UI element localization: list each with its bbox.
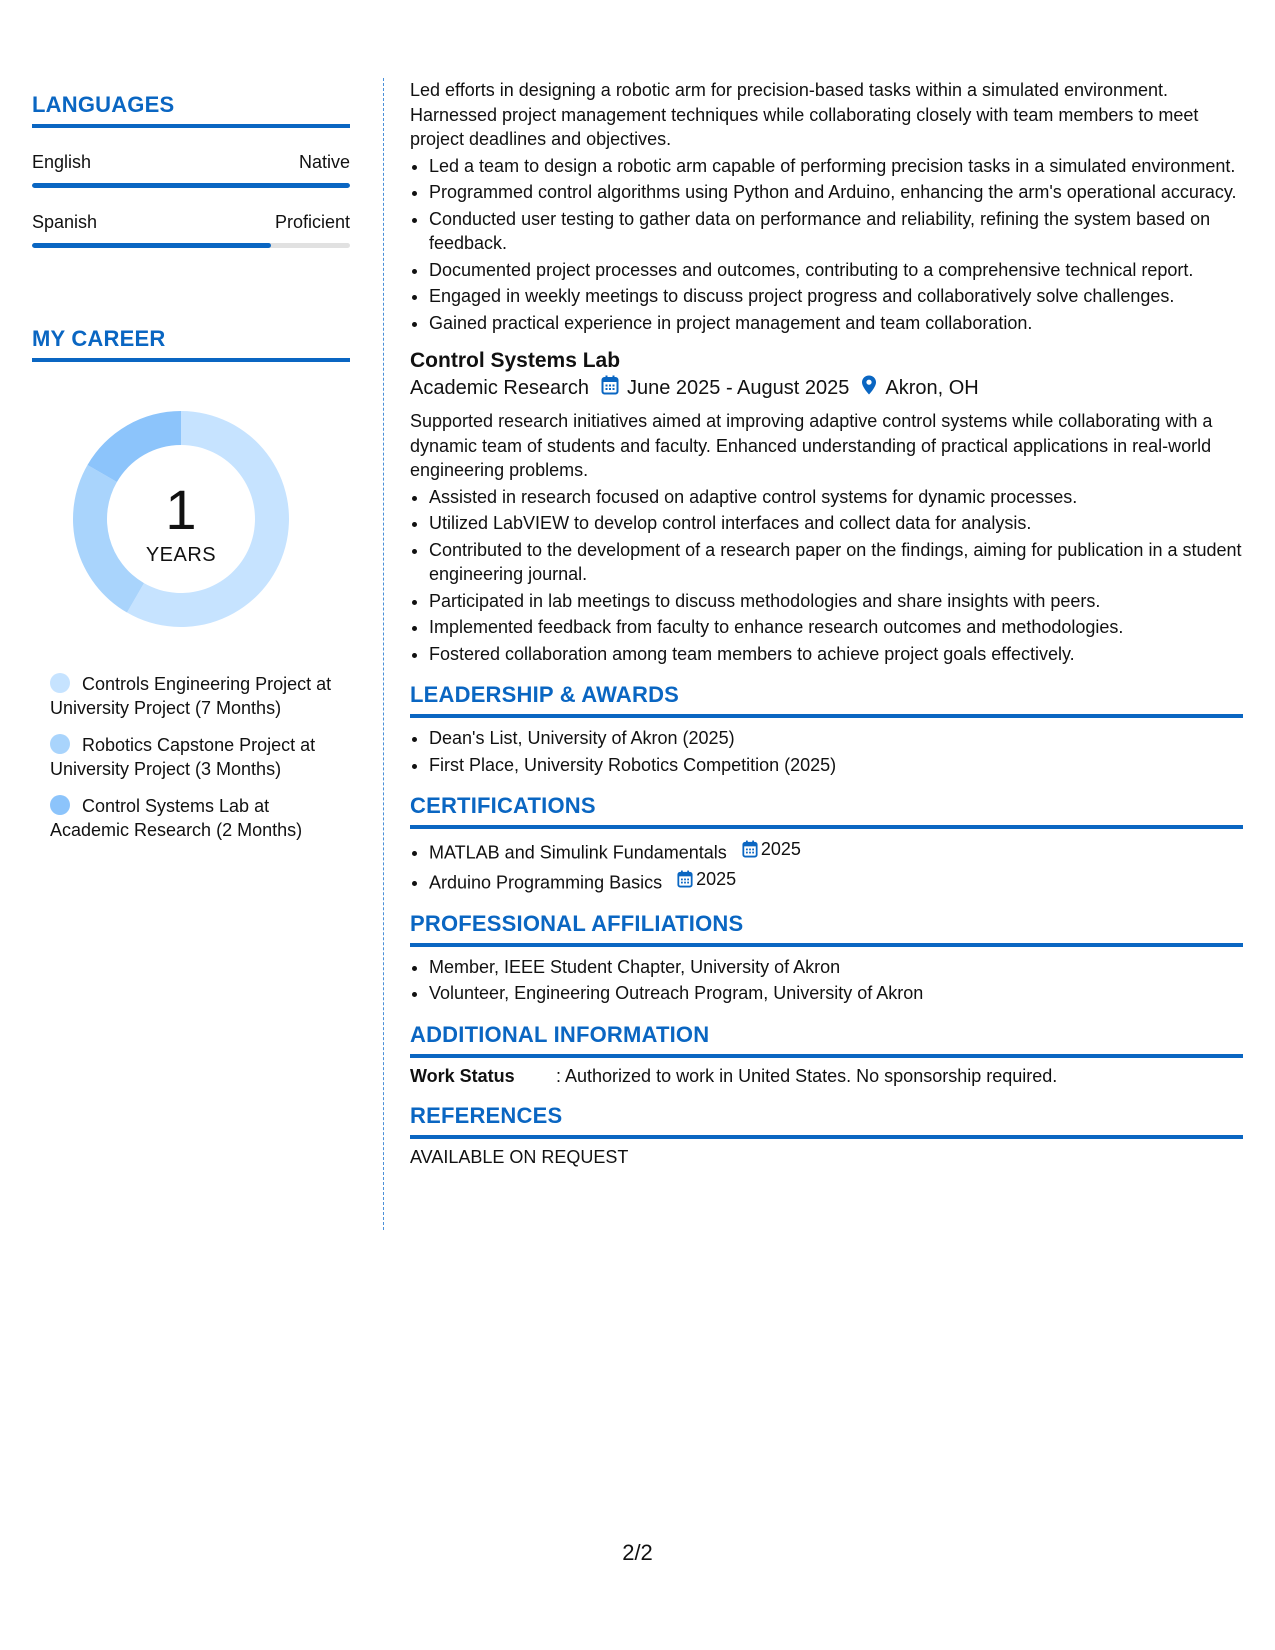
language-bar-fill — [32, 183, 350, 188]
calendar-icon — [742, 840, 758, 858]
job-dates: June 2025 - August 2025 — [626, 376, 850, 399]
job-location: Akron, OH — [885, 376, 979, 399]
list-item: • First Place, University Robotics Competition (2025) — [429, 753, 1243, 778]
leadership-list — [410, 726, 1243, 777]
work-status-value: : Authorized to work in United States. No sponsorship required. — [556, 1065, 1058, 1086]
certification-year: 2025 — [760, 839, 801, 859]
affiliations-list — [410, 955, 1243, 1006]
language-item — [32, 212, 350, 248]
leadership-section — [410, 682, 1243, 777]
list-item: • Programmed control algorithms using Python and Arduino, enhancing the arm's operational accuracy. — [429, 180, 1243, 205]
list-item — [429, 837, 1243, 865]
legend-label: Controls Engineering Project at University Project (7 Months) — [50, 674, 332, 718]
legend-label: Robotics Capstone Project at University Project (3 Months) — [50, 735, 316, 779]
additional-info-section — [410, 1022, 1243, 1087]
references-heading: REFERENCES — [410, 1103, 1243, 1139]
certification-name: MATLAB and Simulink Fundamentals — [429, 842, 727, 863]
legend-dot — [50, 673, 70, 693]
language-level: Native — [298, 152, 350, 172]
location-pin-icon — [861, 375, 877, 401]
list-item: • Led a team to design a robotic arm capable of performing precision tasks in a simulated environment. — [429, 154, 1243, 179]
column-divider — [383, 78, 384, 1230]
language-name: Spanish — [32, 212, 98, 232]
job-summary: Supported research initiatives aimed at improving adaptive control systems while collaborating with a dynamic team of students and faculty. Enhanced understanding of practical applications in real-world engineering problems. — [410, 411, 1213, 480]
list-item: • Documented project processes and outcomes, contributing to a comprehensive technical report. — [429, 258, 1243, 283]
career-legend-item — [50, 672, 340, 720]
affiliations-section — [410, 911, 1243, 1006]
list-item: • Dean's List, University of Akron (2025) — [429, 726, 1243, 751]
languages-heading: LANGUAGES — [32, 92, 350, 128]
certifications-list — [410, 837, 1243, 895]
career-legend-item — [50, 794, 340, 842]
languages-section — [32, 92, 350, 248]
career-legend-item — [50, 733, 340, 781]
list-item: • Implemented feedback from faculty to enhance research outcomes and methodologies. — [429, 615, 1243, 640]
list-item: • Fostered collaboration among team members to achieve project goals effectively. — [429, 642, 1243, 667]
list-item: • Engaged in weekly meetings to discuss project progress and collaboratively solve challenges. — [429, 284, 1243, 309]
additional-info-heading: ADDITIONAL INFORMATION — [410, 1022, 1243, 1058]
references-section — [410, 1103, 1243, 1168]
previous-job-bullets — [410, 154, 1243, 336]
leadership-heading: LEADERSHIP & AWARDS — [410, 682, 1243, 718]
work-status-row — [410, 1066, 1243, 1087]
certifications-heading: CERTIFICATIONS — [410, 793, 1243, 829]
affiliations-heading: PROFESSIONAL AFFILIATIONS — [410, 911, 1243, 947]
list-item: • Participated in lab meetings to discuss methodologies and share insights with peers. — [429, 589, 1243, 614]
language-level: Proficient — [274, 212, 350, 232]
certification-name: Arduino Programming Basics — [429, 872, 663, 892]
list-item: • Member, IEEE Student Chapter, University of Akron — [429, 955, 1243, 980]
legend-dot — [50, 734, 70, 754]
list-item — [429, 867, 1243, 895]
career-donut-chart — [66, 404, 296, 634]
career-total-years: 1 — [165, 478, 197, 541]
previous-job-summary: Led efforts in designing a robotic arm for precision-based tasks within a simulated environment. Harnessed project management techniques while collaborating closely with team members to meet project deadlines and objectives. — [410, 80, 1199, 149]
legend-dot — [50, 795, 70, 815]
references-text: AVAILABLE ON REQUEST — [410, 1146, 629, 1167]
career-section — [32, 326, 350, 842]
list-item: • Gained practical experience in project management and team collaboration. — [429, 311, 1243, 336]
job-title: Control Systems Lab — [410, 349, 621, 372]
left-column — [32, 92, 350, 855]
list-item: • Volunteer, Engineering Outreach Program, University of Akron — [429, 981, 1243, 1006]
list-item: • Contributed to the development of a research paper on the findings, aiming for publication in a student engineering journal. — [429, 538, 1243, 587]
job-organization: Academic Research — [410, 376, 589, 399]
language-bar — [32, 183, 350, 188]
page-number: 2/2 — [622, 1540, 653, 1565]
language-bar-fill — [32, 243, 271, 248]
calendar-icon — [677, 870, 693, 888]
work-status-label: Work Status — [410, 1065, 515, 1086]
right-column — [410, 78, 1243, 1168]
list-item: • Assisted in research focused on adaptive control systems for dynamic processes. — [429, 485, 1243, 510]
job-entry — [410, 349, 1243, 666]
certification-year: 2025 — [696, 868, 737, 889]
job-bullets — [410, 485, 1243, 667]
calendar-icon — [601, 375, 619, 401]
career-legend — [50, 672, 350, 842]
legend-label: Control Systems Lab at Academic Research (2 Months) — [50, 796, 303, 840]
job-meta — [410, 375, 1243, 401]
career-total-unit: YEARS — [145, 544, 217, 566]
language-name: English — [32, 152, 92, 172]
list-item: • Conducted user testing to gather data on performance and reliability, refining the system based on feedback. — [429, 207, 1243, 256]
career-heading: MY CAREER — [32, 326, 350, 362]
list-item: • Utilized LabVIEW to develop control interfaces and collect data for analysis. — [429, 511, 1243, 536]
language-bar — [32, 243, 350, 248]
language-item — [32, 152, 350, 188]
certifications-section — [410, 793, 1243, 895]
